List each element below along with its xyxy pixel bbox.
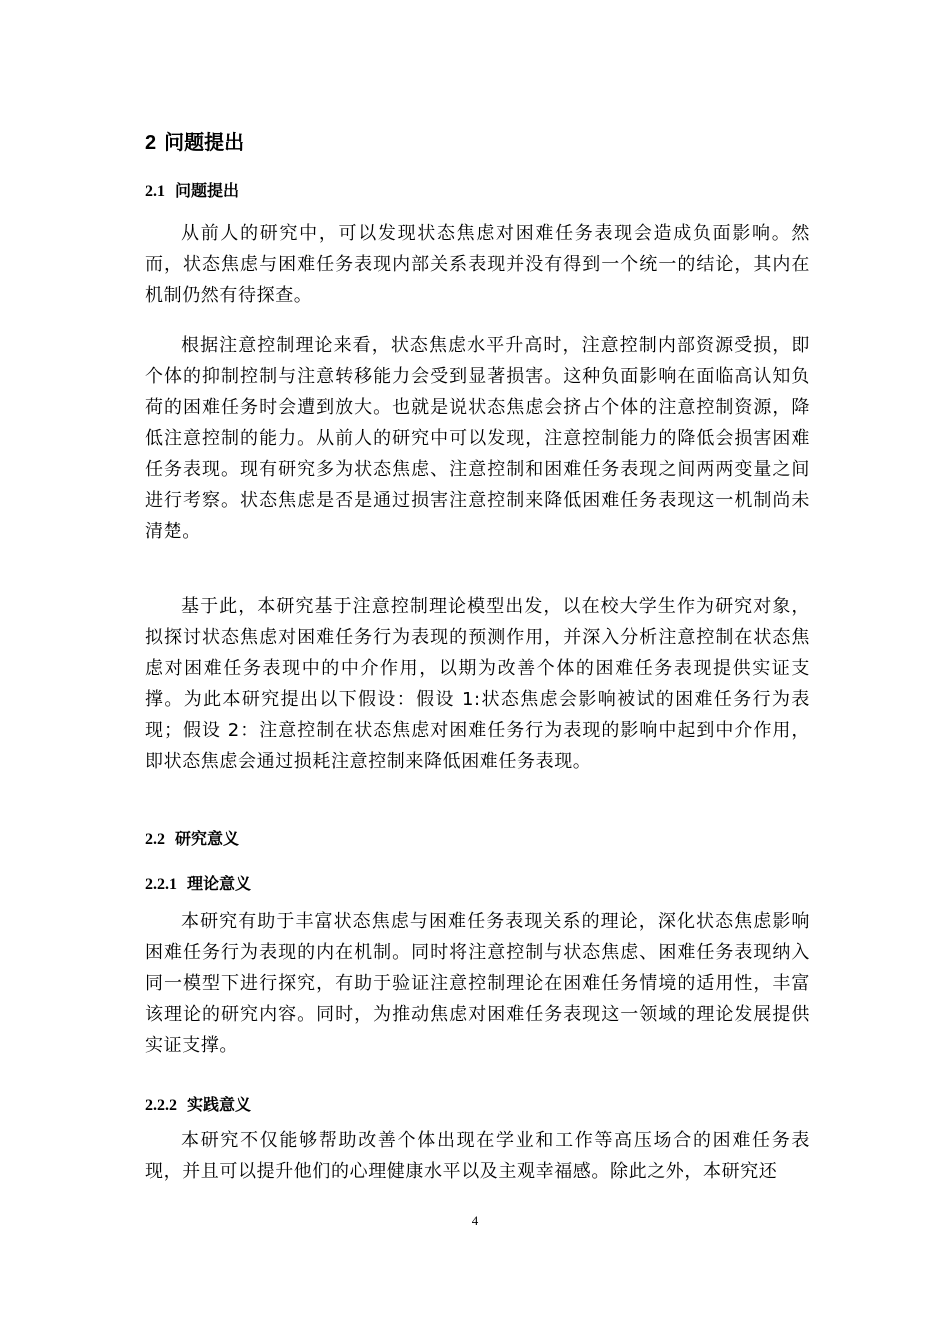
section-title: 问题提出 (175, 181, 240, 200)
section-heading-2-1 (145, 179, 810, 204)
chapter-title: 问题提出 (164, 130, 245, 154)
subsection-number: 2.2.2 (145, 1097, 177, 1114)
chapter-heading (145, 128, 810, 157)
section-heading-2-2 (145, 827, 810, 852)
section-title: 研究意义 (175, 829, 240, 848)
paragraph-2-1-2: 根据注意控制理论来看，状态焦虑水平升高时，注意控制内部资源受损，即个体的抑制控制与注意转移能力会受到显著损害。这种负面影响在面临高认知负荷的困难任务时会遭到放大。也就是说状态焦虑会挤占个体的注意控制资源，降低注意控制的能力。从前人的研究中可以发现，注意控制能力的降低会损害困难任务表现。现有研究多为状态焦虑、注意控制和困难任务表现之间两两变量之间进行考察。状态焦虑是否是通过损害注意控制来降低困难任务表现这一机制尚未清楚。 (145, 335, 810, 542)
subsection-number: 2.2.1 (145, 876, 177, 893)
subsection-title: 理论意义 (187, 874, 252, 893)
paragraph-2-2-2: 本研究不仅能够帮助改善个体出现在学业和工作等高压场合的困难任务表现，并且可以提升他们的心理健康水平以及主观幸福感。除此之外，本研究还 (145, 1130, 810, 1182)
paragraph-2-1-3: 基于此，本研究基于注意控制理论模型出发，以在校大学生作为研究对象，拟探讨状态焦虑对困难任务行为表现的预测作用，并深入分析注意控制在状态焦虑对困难任务表现中的中介作用，以期为改善个体的困难任务表现提供实证支撑。为此本研究提出以下假设：假设 1:状态焦虑会影响被试的困难任务行为表现；假设 2：注意控制在状态焦虑对困难任务行为表现的影响中起到中介作用，即状态焦虑会通过损耗注意控制来降低困难任务表现。 (145, 596, 810, 772)
section-number: 2.2 (145, 831, 165, 848)
section-number: 2.1 (145, 183, 165, 200)
subsection-heading-2-2-2 (145, 1093, 810, 1118)
paragraph-2-1-1: 从前人的研究中，可以发现状态焦虑对困难任务表现会造成负面影响。然而，状态焦虑与困难任务表现内部关系表现并没有得到一个统一的结论，其内在机制仍然有待探查。 (145, 223, 810, 306)
subsection-heading-2-2-1 (145, 872, 810, 897)
paragraph-2-2-1: 本研究有助于丰富状态焦虑与困难任务表现关系的理论，深化状态焦虑影响困难任务行为表现的内在机制。同时将注意控制与状态焦虑、困难任务表现纳入同一模型下进行探究，有助于验证注意控制理论在困难任务情境的适用性，丰富该理论的研究内容。同时，为推动焦虑对困难任务表现这一领域的理论发展提供实证支撑。 (145, 911, 810, 1056)
chapter-number: 2 (145, 132, 157, 154)
subsection-title: 实践意义 (187, 1095, 252, 1114)
page-number: 4 (471, 1213, 479, 1228)
